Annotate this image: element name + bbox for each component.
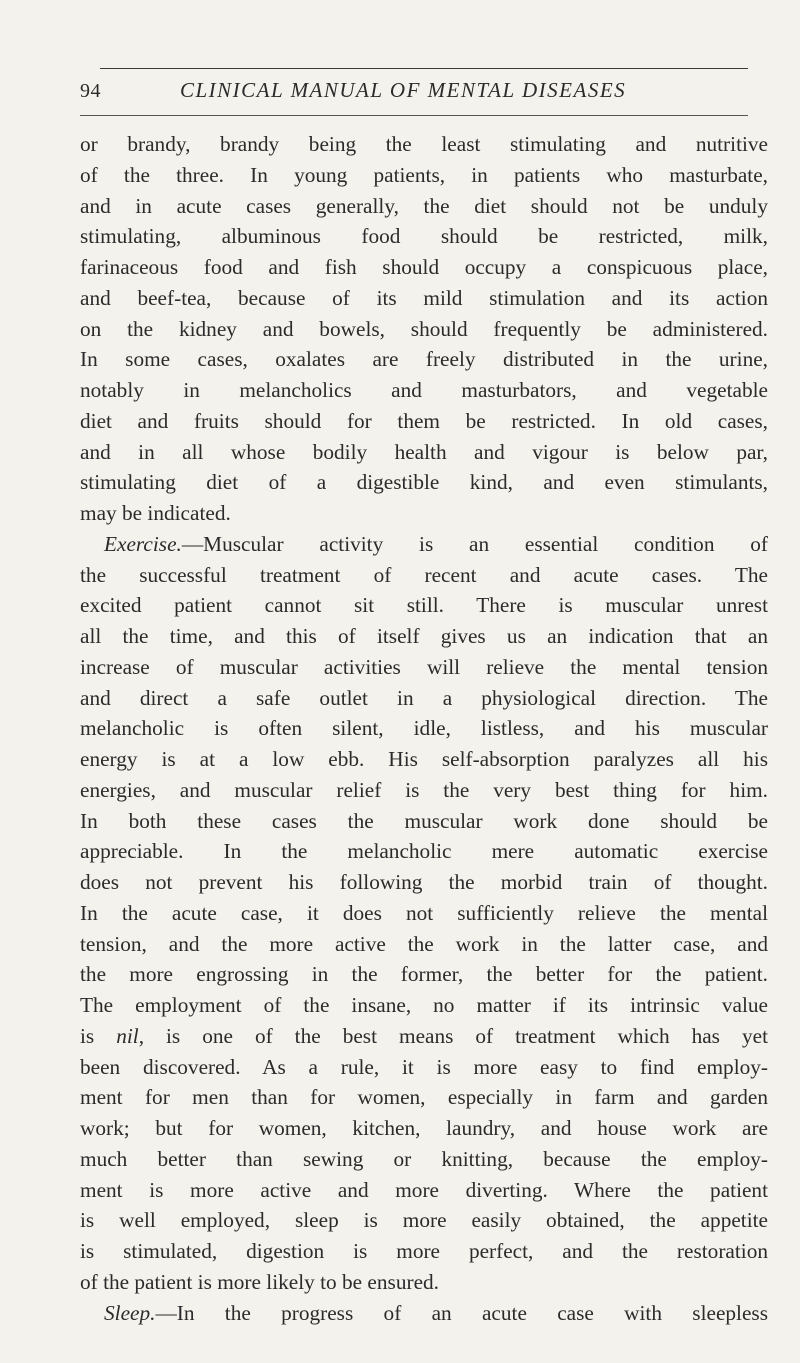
text-line: all the time, and this of itself gives us an indication that an xyxy=(80,624,768,648)
text-line: ment is more active and more diverting. Where the patient xyxy=(80,1177,768,1202)
text-line: energy is at a low ebb. His self-absorption paralyzes all his xyxy=(80,747,768,771)
text-line: In the acute case, it does not sufficiently relieve the mental xyxy=(80,900,768,925)
text-line: tension, and the more active the work in the latter case, and xyxy=(80,931,768,956)
text-line: been discovered. As a rule, it is more easy to find employ- xyxy=(80,1054,768,1079)
nil-word: nil xyxy=(116,1023,139,1048)
nil-prefix: is xyxy=(80,1023,117,1048)
page-header xyxy=(80,74,770,114)
text-line: and direct a safe outlet in a physiological direction. The xyxy=(80,685,768,710)
text-line xyxy=(80,1298,768,1329)
text-line: excited patient cannot sit still. There is muscular unrest xyxy=(80,593,768,618)
text-line: the successful treatment of recent and acute cases. The xyxy=(80,562,768,587)
text-line: diet and fruits should for them be restricted. In old cases, xyxy=(80,408,768,433)
text-line: of the patient is more likely to be ensured. xyxy=(80,1269,439,1294)
text-line: The employment of the insane, no matter if its intrinsic value xyxy=(80,993,768,1017)
nil-suffix: , is one of the best means of treatment which has yet xyxy=(138,1023,768,1048)
text-line: melancholic is often silent, idle, listless, and his muscular xyxy=(80,716,768,741)
text-line: on the kidney and bowels, should frequently be administered. xyxy=(80,316,768,341)
text-line: is well employed, sleep is more easily obtained, the appetite xyxy=(80,1208,768,1233)
text-line: the more engrossing in the former, the better for the patient. xyxy=(80,962,768,987)
text-line: does not prevent his following the morbid train of thought. xyxy=(80,870,768,894)
text-line: and in acute cases generally, the diet should not be unduly xyxy=(80,193,768,218)
text-line: stimulating diet of a digestible kind, and even stimulants, xyxy=(80,470,768,495)
text-line: much better than sewing or knitting, because the employ- xyxy=(80,1146,768,1171)
exercise-first-line: —Muscular activity is an essential condition of xyxy=(181,531,768,556)
text-line: or brandy, brandy being the least stimulating and nutritive xyxy=(80,132,768,156)
text-line: increase of muscular activities will relieve the mental tension xyxy=(80,654,768,679)
exercise-paragraph xyxy=(80,529,768,1298)
header-rule xyxy=(80,115,748,116)
text-line: is stimulated, digestion is more perfect, and the restoration xyxy=(80,1239,768,1263)
running-title: CLINICAL MANUAL OF MENTAL DISEASES xyxy=(180,78,627,102)
diet-paragraph xyxy=(80,129,768,529)
text-line: stimulating, albuminous food should be restricted, milk, xyxy=(80,224,768,249)
top-rule xyxy=(100,68,748,69)
text-line: energies, and muscular relief is the very best thing for him. xyxy=(80,777,768,802)
page-number: 94 xyxy=(80,80,101,102)
exercise-heading: Exercise. xyxy=(104,531,182,556)
text-line: may be indicated. xyxy=(80,501,231,525)
text-line: In both these cases the muscular work done should be xyxy=(80,808,768,833)
text-line: notably in melancholics and masturbators, and vegetable xyxy=(80,378,768,402)
sleep-paragraph xyxy=(80,1298,768,1329)
sleep-first-line: —In the progress of an acute case with sleepless xyxy=(155,1300,768,1325)
text-line: work; but for women, kitchen, laundry, and house work are xyxy=(80,1116,768,1140)
body-text xyxy=(80,129,768,1328)
text-line: of the three. In young patients, in patients who masturbate, xyxy=(80,162,768,187)
text-line: and beef-tea, because of its mild stimulation and its action xyxy=(80,285,768,310)
text-line xyxy=(80,1021,768,1052)
text-line: In some cases, oxalates are freely distributed in the urine, xyxy=(80,347,768,372)
text-line: appreciable. In the melancholic mere automatic exercise xyxy=(80,839,768,864)
text-line xyxy=(80,529,768,560)
text-line: farinaceous food and fish should occupy a conspicuous place, xyxy=(80,255,768,279)
text-line: ment for men than for women, especially in farm and garden xyxy=(80,1085,768,1110)
sleep-heading: Sleep. xyxy=(104,1300,156,1325)
text-line: and in all whose bodily health and vigour is below par, xyxy=(80,439,768,464)
